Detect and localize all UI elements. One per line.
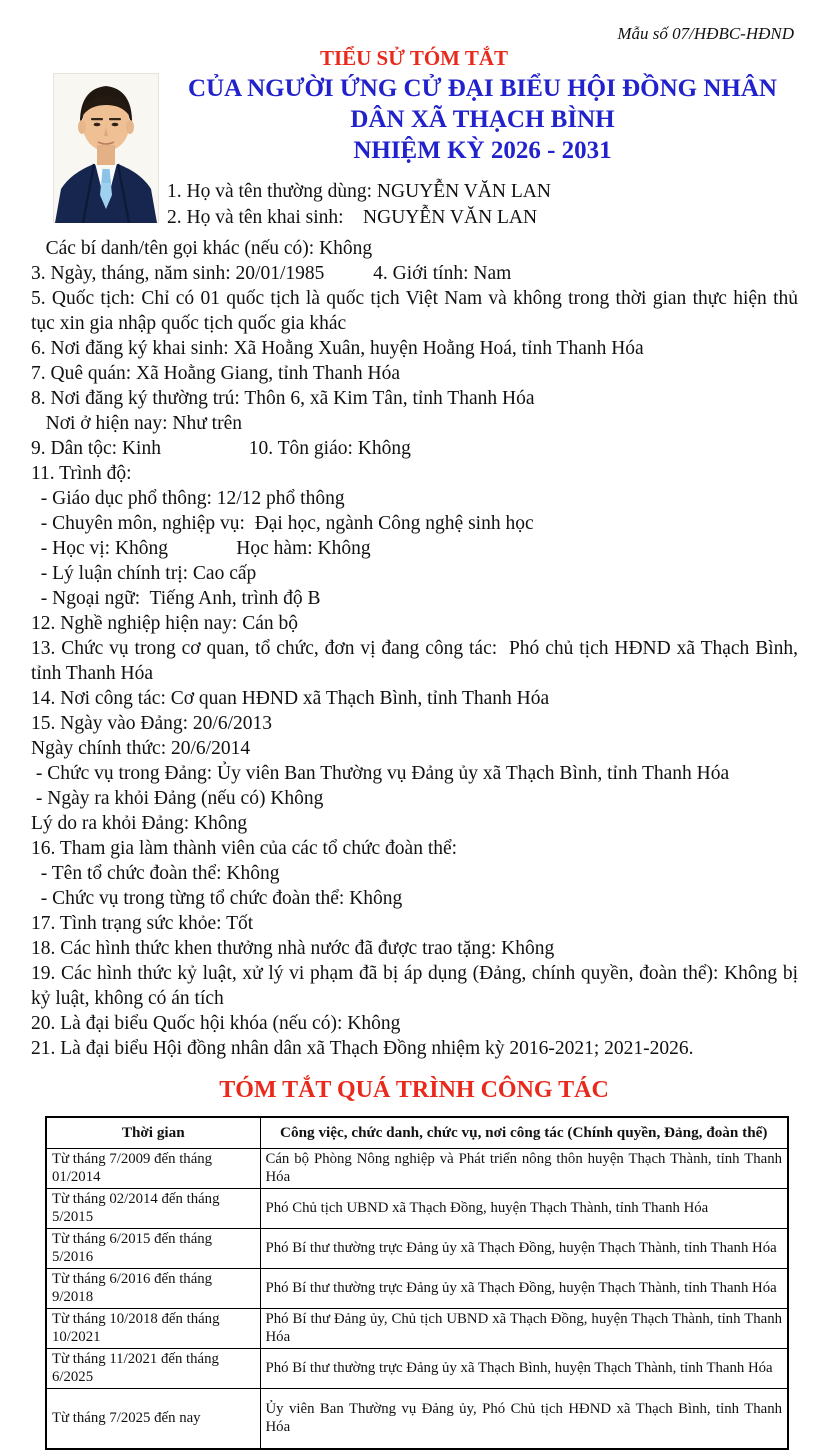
column-header-period: Thời gian [46, 1117, 260, 1149]
info-line: Nơi ở hiện nay: Như trên [31, 413, 242, 434]
candidate-photo [53, 73, 159, 223]
info-line: - Ngày ra khỏi Đảng (nếu có) Không [31, 788, 324, 809]
header-right [167, 73, 798, 231]
subtitle-line: DÂN XÃ THẠCH BÌNH [350, 106, 615, 133]
info-line: Ngày chính thức: 20/6/2014 [31, 738, 251, 759]
info-line: 13. Chức vụ trong cơ quan, tổ chức, đơn vị đang công tác: Phó chủ tịch HĐND xã Thạch Bình, tỉnh Thanh Hóa [31, 638, 803, 684]
info-line: 20. Là đại biểu Quốc hội khóa (nếu có): Không [31, 1013, 401, 1034]
info-line: - Tên tổ chức đoàn thể: Không [31, 863, 280, 884]
table-row [46, 1309, 788, 1349]
profile-details [31, 236, 803, 1061]
form-code: Mẫu số 07/HĐBC-HĐND [617, 24, 794, 43]
info-line: 16. Tham gia làm thành viên của các tổ chức đoàn thể: [31, 838, 458, 859]
info-line: 7. Quê quán: Xã Hoằng Giang, tỉnh Thanh Hóa [31, 363, 400, 384]
info-line: Lý do ra khỏi Đảng: Không [31, 813, 248, 834]
header-row [53, 73, 798, 231]
table-row [46, 1389, 788, 1450]
cell-role: Ủy viên Ban Thường vụ Đảng ủy, Phó Chủ tịch HĐND xã Thạch Bình, tỉnh Thanh Hóa [260, 1389, 788, 1450]
info-line: 18. Các hình thức khen thưởng nhà nước đã được trao tặng: Không [31, 938, 555, 959]
info-line: Các bí danh/tên gọi khác (nếu có): Không [31, 238, 373, 259]
cell-role: Phó Bí thư Đảng ủy, Chủ tịch UBND xã Thạch Đồng, huyện Thạch Thành, tỉnh Thanh Hóa [260, 1309, 788, 1349]
cell-period: Từ tháng 6/2016 đến tháng 9/2018 [46, 1269, 260, 1309]
name-line: 2. Họ và tên khai sinh: NGUYỄN VĂN LAN [167, 207, 538, 228]
page-title: TIỂU SỬ TÓM TẮT [319, 46, 509, 70]
info-line: 17. Tình trạng sức khỏe: Tốt [31, 913, 254, 934]
name-line: 1. Họ và tên thường dùng: NGUYỄN VĂN LAN [167, 181, 551, 202]
table-row [46, 1149, 788, 1189]
info-line: 3. Ngày, tháng, năm sinh: 20/01/1985 4. Giới tính: Nam [31, 263, 512, 284]
info-line: 6. Nơi đăng ký khai sinh: Xã Hoằng Xuân, huyện Hoằng Hoá, tỉnh Thanh Hóa [31, 338, 644, 359]
info-line: 19. Các hình thức kỷ luật, xử lý vi phạm đã bị áp dụng (Đảng, chính quyền, đoàn thể): Không bị kỷ luật, không có án tích [31, 963, 803, 1009]
info-line: - Lý luận chính trị: Cao cấp [31, 563, 257, 584]
info-line: 5. Quốc tịch: Chỉ có 01 quốc tịch là quốc tịch Việt Nam và không trong thời gian thực hiện thủ tục xin gia nhập quốc tịch quốc gia khác [31, 288, 803, 334]
info-line: 9. Dân tộc: Kinh 10. Tôn giáo: Không [31, 438, 411, 459]
table-row [46, 1269, 788, 1309]
info-line: - Ngoại ngữ: Tiếng Anh, trình độ B [31, 588, 321, 609]
table-header-row [46, 1117, 788, 1149]
cell-period: Từ tháng 7/2025 đến nay [46, 1389, 260, 1450]
cell-role: Cán bộ Phòng Nông nghiệp và Phát triển nông thôn huyện Thạch Thành, tỉnh Thanh Hóa [260, 1149, 788, 1189]
subtitle-line: CỦA NGƯỜI ỨNG CỬ ĐẠI BIỂU HỘI ĐỒNG NHÂN [188, 75, 777, 102]
info-line: - Chức vụ trong từng tổ chức đoàn thể: Không [31, 888, 403, 909]
info-line: - Chuyên môn, nghiệp vụ: Đại học, ngành Công nghệ sinh học [31, 513, 534, 534]
info-line: 15. Ngày vào Đảng: 20/6/2013 [31, 713, 273, 734]
info-line: 21. Là đại biểu Hội đồng nhân dân xã Thạch Đồng nhiệm kỳ 2016-2021; 2021-2026. [31, 1038, 694, 1059]
subtitle-line: NHIỆM KỲ 2026 - 2031 [353, 137, 612, 164]
cell-period: Từ tháng 02/2014 đến tháng 5/2015 [46, 1189, 260, 1229]
cell-role: Phó Bí thư thường trực Đảng ủy xã Thạch Bình, huyện Thạch Thành, tỉnh Thanh Hóa [260, 1349, 788, 1389]
career-section-title: TÓM TẮT QUÁ TRÌNH CÔNG TÁC [219, 1077, 609, 1103]
name-fields [167, 179, 798, 231]
table-row [46, 1189, 788, 1229]
cell-role: Phó Bí thư thường trực Đảng ủy xã Thạch Đồng, huyện Thạch Thành, tỉnh Thanh Hóa [260, 1229, 788, 1269]
career-table [45, 1116, 789, 1450]
page-subtitle [167, 73, 798, 166]
info-line: 8. Nơi đăng ký thường trú: Thôn 6, xã Kim Tân, tỉnh Thanh Hóa [31, 388, 535, 409]
cell-period: Từ tháng 10/2018 đến tháng 10/2021 [46, 1309, 260, 1349]
info-line: 14. Nơi công tác: Cơ quan HĐND xã Thạch Bình, tỉnh Thanh Hóa [31, 688, 550, 709]
cell-role: Phó Chủ tịch UBND xã Thạch Đồng, huyện Thạch Thành, tỉnh Thanh Hóa [260, 1189, 788, 1229]
cell-role: Phó Bí thư thường trực Đảng ủy xã Thạch Đồng, huyện Thạch Thành, tỉnh Thanh Hóa [260, 1269, 788, 1309]
info-line: 11. Trình độ: [31, 463, 132, 484]
info-line: - Học vị: Không Học hàm: Không [31, 538, 371, 559]
cell-period: Từ tháng 7/2009 đến tháng 01/2014 [46, 1149, 260, 1189]
portrait-icon [53, 73, 159, 223]
info-line: - Chức vụ trong Đảng: Ủy viên Ban Thường vụ Đảng ủy xã Thạch Bình, tỉnh Thanh Hóa [31, 763, 730, 784]
cell-period: Từ tháng 11/2021 đến tháng 6/2025 [46, 1349, 260, 1389]
info-line: - Giáo dục phổ thông: 12/12 phổ thông [31, 488, 345, 509]
table-row [46, 1349, 788, 1389]
cell-period: Từ tháng 6/2015 đến tháng 5/2016 [46, 1229, 260, 1269]
info-line: 12. Nghề nghiệp hiện nay: Cán bộ [31, 613, 298, 634]
table-row [46, 1229, 788, 1269]
column-header-role: Công việc, chức danh, chức vụ, nơi công tác (Chính quyền, Đảng, đoàn thể) [260, 1117, 788, 1149]
